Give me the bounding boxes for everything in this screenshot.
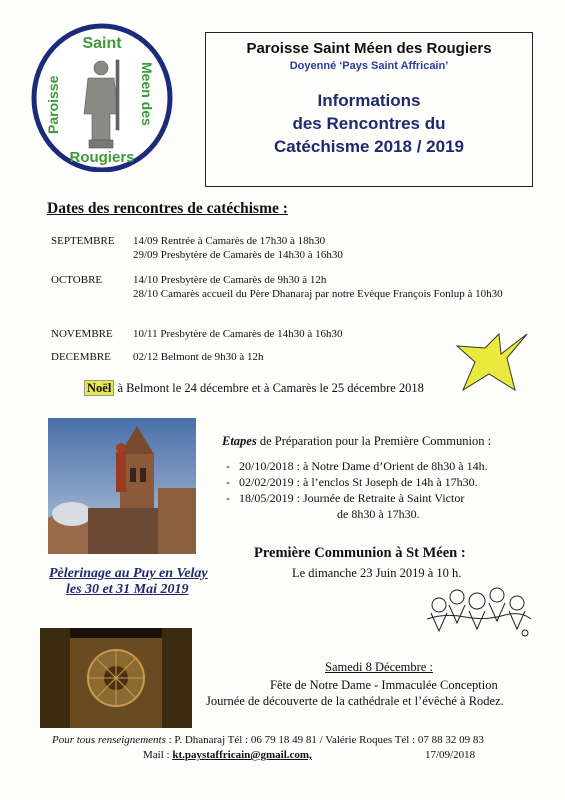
footer-contacts: [52, 734, 484, 746]
noel-text: à Belmont le 24 décembre et à Camarès le 25 décembre 2018: [117, 381, 424, 395]
info-title-line2: des Rencontres du: [292, 114, 446, 133]
parish-logo: [30, 22, 175, 172]
footer-label: Pour tous renseignements: [52, 734, 166, 746]
pelerinage-line1: Pèlerinage au Puy en Velay: [49, 566, 208, 581]
samedi-line1: Fête de Notre Dame - Immaculée Conception: [270, 678, 498, 692]
event-line: 14/10 Presbytère de Camarès de 9h30 à 12h: [133, 274, 327, 286]
info-title-line3: Catéchisme 2018 / 2019: [274, 137, 464, 156]
etapes-title-em: Etapes: [222, 434, 257, 448]
footer-mail-label: Mail :: [143, 749, 170, 761]
logo-text-top: Saint: [82, 35, 122, 52]
deanery-name: Doyenné ‘Pays Saint Affricain’: [289, 60, 449, 72]
month-label: NOVEMBRE: [51, 328, 113, 340]
etapes-title-rest: de Préparation pour la Première Communion :: [259, 434, 492, 448]
etape-item: - 20/10/2018 : à Notre Dame d’Orient de 8h30 à 14h.: [226, 459, 488, 473]
footer-mail-row: [143, 749, 312, 761]
noel-row: [84, 381, 424, 396]
event-line: 14/09 Rentrée à Camarès de 17h30 à 18h30: [133, 235, 326, 247]
noel-badge: Noël: [84, 380, 114, 396]
etapes-title: [222, 434, 491, 449]
footer-date: 17/09/2018: [425, 749, 476, 761]
dates-section-title: Dates des rencontres de catéchisme :: [47, 200, 288, 217]
premiere-communion-date: Le dimanche 23 Juin 2019 à 10 h.: [292, 566, 462, 580]
logo-text-right: Meen des: [139, 62, 155, 126]
month-label: SEPTEMBRE: [51, 235, 115, 247]
footer-mail-link[interactable]: kt.paystaffricain@gmail.com,: [172, 749, 312, 761]
pelerinage-line2: les 30 et 31 Mai 2019: [66, 582, 189, 597]
header-box: [205, 32, 533, 187]
premiere-communion-title: Première Communion à St Méen :: [254, 545, 466, 561]
samedi-line2: Journée de découverte de la cathédrale et l’évêché à Rodez.: [206, 694, 504, 708]
children-drawing: [425, 583, 533, 641]
etape-continuation: de 8h30 à 17h30.: [337, 507, 420, 521]
logo-text-bottom: Rougiers: [69, 149, 135, 166]
etape-item: - 18/05/2019 : Journée de Retraite à Saint Victor: [226, 491, 465, 505]
info-title-line1: Informations: [317, 91, 421, 110]
footer-contact-text: : P. Dhanaraj Tél : 06 79 18 49 81 / Valérie Roques Tél : 07 88 32 09 83: [168, 734, 484, 746]
month-label: OCTOBRE: [51, 274, 103, 286]
month-label: DECEMBRE: [51, 351, 111, 363]
parish-name: Paroisse Saint Méen des Rougiers: [246, 40, 492, 57]
event-line: 10/11 Presbytère de Camarès de 14h30 à 16h30: [133, 328, 343, 340]
etape-item: - 02/02/2019 : à l’enclos St Joseph de 14h à 17h30.: [226, 475, 478, 489]
rodez-cathedral-photo: [40, 628, 192, 728]
star-icon: [455, 332, 533, 406]
event-line: 29/09 Presbytère de Camarès de 14h30 à 16h30: [133, 249, 343, 261]
event-line: 28/10 Camarès accueil du Père Dhanaraj par notre Evèque François Fonlup à 10h30: [133, 288, 503, 300]
logo-text-left: Paroisse: [45, 75, 61, 134]
puy-en-velay-photo: [48, 418, 196, 554]
event-line: 02/12 Belmont de 9h30 à 12h: [133, 351, 264, 363]
samedi-title: Samedi 8 Décembre :: [325, 660, 433, 674]
